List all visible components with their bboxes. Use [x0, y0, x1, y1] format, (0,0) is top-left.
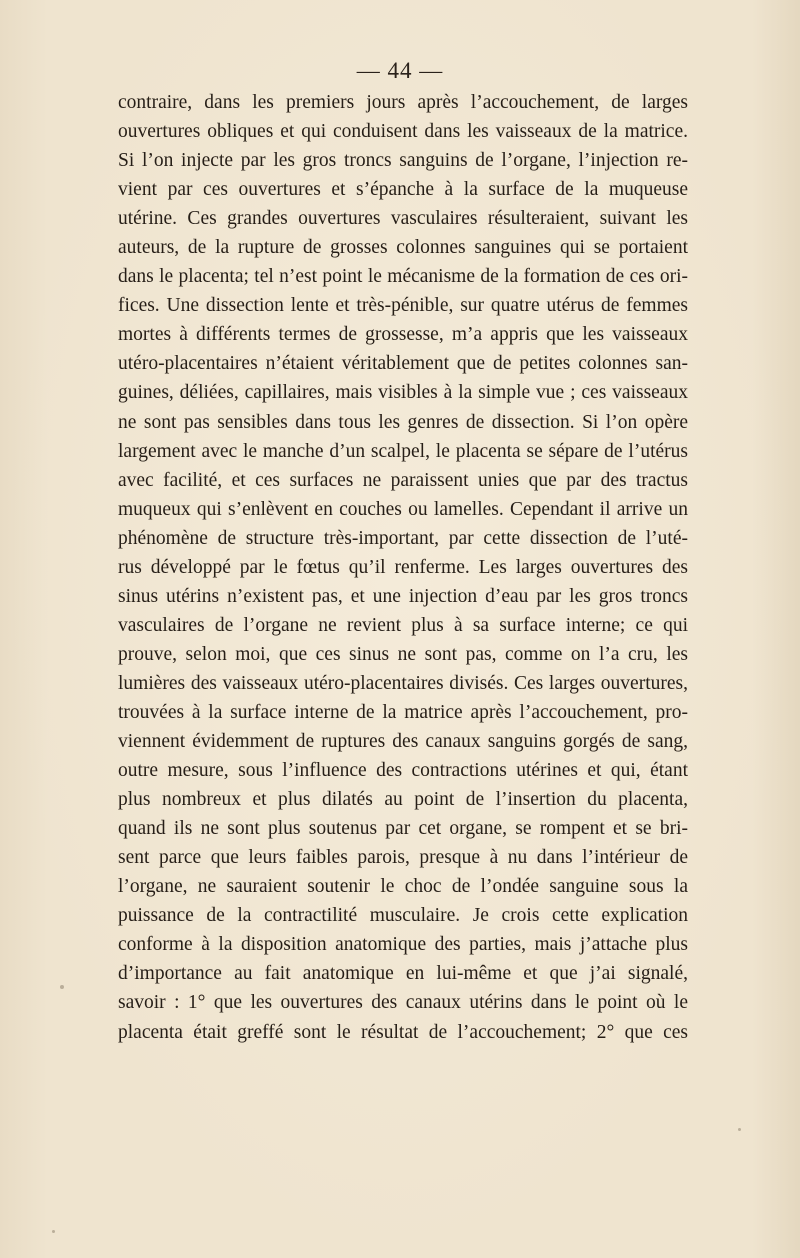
text-line: prouve, selon moi, que ces sinus ne sont pas, comme on l’a cru, les	[118, 643, 688, 665]
text-line: vient par ces ouvertures et s’épanche à la surface de la muqueuse	[118, 179, 688, 201]
text-line: largement avec le manche d’un scalpel, le placenta se sépare de l’utérus	[118, 440, 688, 462]
text-line: rus développé par le fœtus qu’il renferme. Les larges ouvertures des	[118, 556, 688, 578]
text-line: l’organe, ne sauraient soutenir le choc de l’ondée sanguine sous la	[118, 876, 688, 898]
text-line: utérine. Ces grandes ouvertures vasculaires résulteraient, suivant les	[118, 208, 688, 230]
text-line: sinus utérins n’existent pas, et une injection d’eau par les gros troncs	[118, 585, 688, 607]
page-number: — 44 —	[356, 58, 444, 83]
text-line: outre mesure, sous l’influence des contractions utérines et qui, étant	[118, 760, 688, 782]
text-line: d’importance au fait anatomique en lui-même et que j’ai signalé,	[118, 963, 688, 985]
text-line: plus nombreux et plus dilatés au point de l’insertion du placenta,	[118, 789, 688, 811]
text-line: quand ils ne sont plus soutenus par cet organe, se rompent et se bri-	[118, 818, 688, 840]
paper-speck	[60, 985, 64, 989]
text-line: sent parce que leurs faibles parois, presque à nu dans l’intérieur de	[118, 847, 688, 869]
text-line: phénomène de structure très-important, par cette dissection de l’uté-	[118, 527, 688, 549]
paper-speck	[52, 1230, 55, 1233]
text-line: ne sont pas sensibles dans tous les genres de dissection. Si l’on opère	[118, 411, 688, 433]
text-line: lumières des vaisseaux utéro-placentaires divisés. Ces larges ouvertures,	[118, 672, 688, 694]
text-line: trouvées à la surface interne de la matrice après l’accouchement, pro-	[118, 701, 688, 723]
text-line: utéro-placentaires n’étaient véritablement que de petites colonnes san-	[118, 353, 688, 375]
text-line: mortes à différents termes de grossesse, m’a appris que les vaisseaux	[118, 324, 688, 346]
text-line: placenta était greffé sont le résultat de l’accouchement; 2° que ces	[118, 1021, 688, 1043]
text-line: vasculaires de l’organe ne revient plus à sa surface interne; ce qui	[118, 614, 688, 636]
text-line: auteurs, de la rupture de grosses colonnes sanguines qui se portaient	[118, 237, 688, 259]
text-line: muqueux qui s’enlèvent en couches ou lamelles. Cependant il arrive un	[118, 498, 688, 520]
paper-speck	[738, 1128, 741, 1131]
text-line: dans le placenta; tel n’est point le mécanisme de la formation de ces ori-	[118, 266, 688, 288]
text-line: guines, déliées, capillaires, mais visibles à la simple vue ; ces vaisseaux	[118, 382, 688, 404]
text-line: avec facilité, et ces surfaces ne paraissent unies que par des tractus	[118, 469, 688, 491]
text-line: conforme à la disposition anatomique des parties, mais j’attache plus	[118, 934, 688, 956]
text-line: contraire, dans les premiers jours après l’accouchement, de larges	[118, 92, 688, 113]
text-line: puissance de la contractilité musculaire. Je crois cette explication	[118, 905, 688, 927]
text-line: fices. Une dissection lente et très-pénible, sur quatre utérus de femmes	[118, 295, 688, 317]
text-line: ouvertures obliques et qui conduisent dans les vaisseaux de la matrice.	[118, 121, 688, 143]
text-line: viennent évidemment de ruptures des canaux sanguins gorgés de sang,	[118, 731, 688, 753]
body-paragraph	[118, 88, 688, 1047]
text-line: Si l’on injecte par les gros troncs sanguins de l’organe, l’injection re-	[118, 150, 688, 172]
text-line: savoir : 1° que les ouvertures des canaux utérins dans le point où le	[118, 992, 688, 1014]
